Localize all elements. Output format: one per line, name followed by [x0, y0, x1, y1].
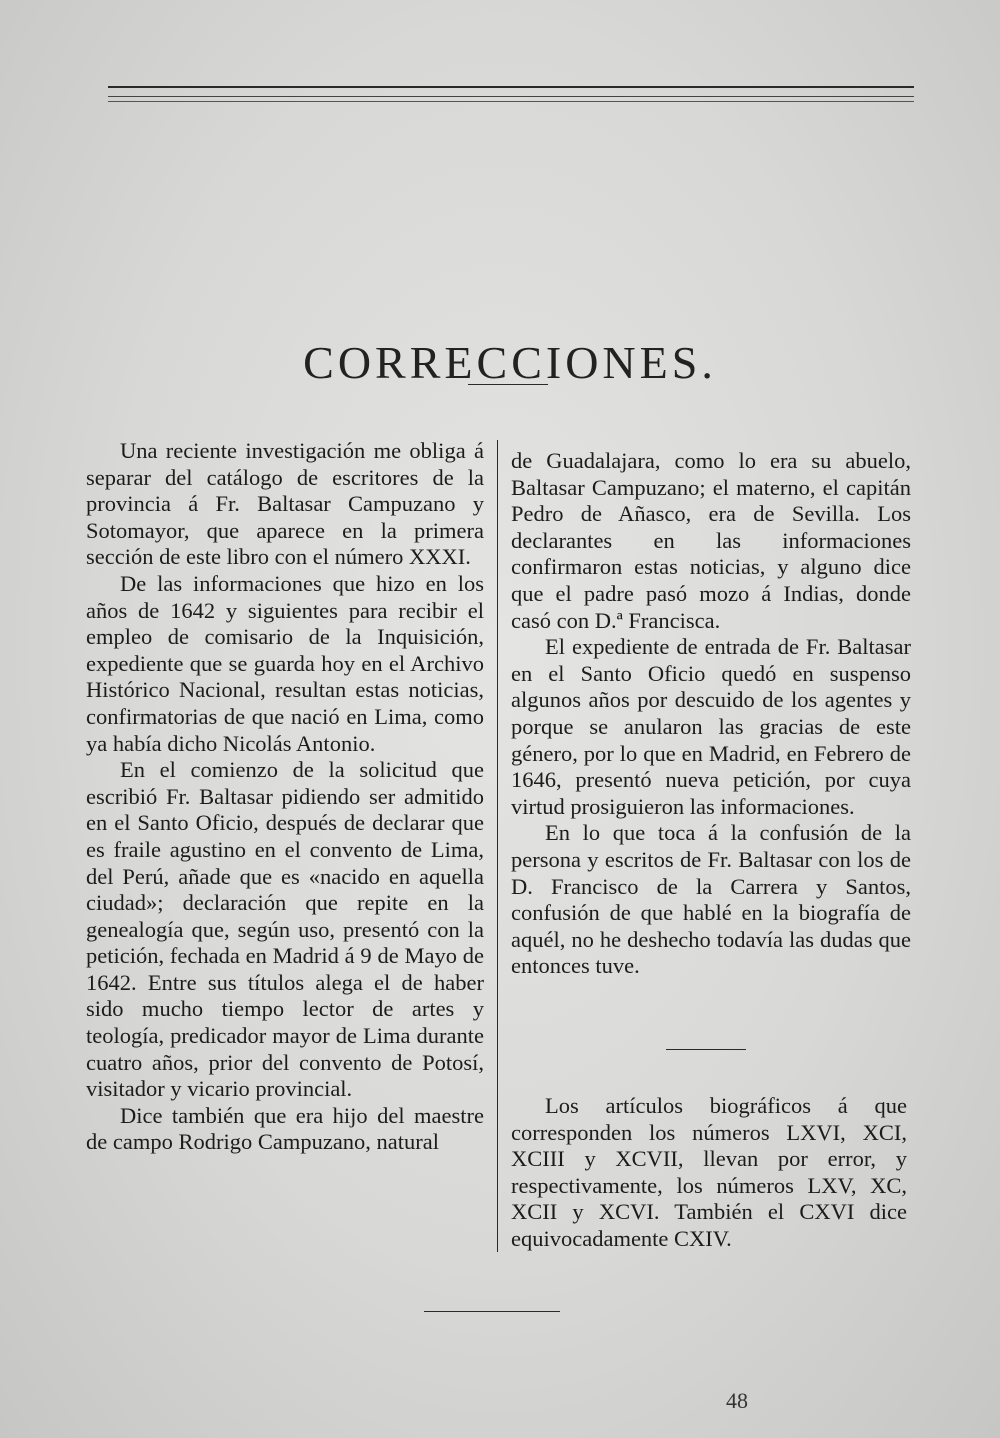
paragraph: Dice también que era hijo del maestre de campo Rodrigo Campuzano, natural — [86, 1102, 484, 1155]
column-divider — [497, 440, 498, 1252]
section-rule — [666, 1049, 746, 1050]
title-rule — [468, 384, 548, 385]
paragraph: En lo que toca á la confusión de la persona y escritos de Fr. Baltasar con los de D. Francisco de la Carrera y Santos, confusión de que hablé en la biografía de aquél, no he deshecho todavía las dudas que entonces tuve. — [511, 820, 911, 979]
left-column — [86, 438, 484, 1156]
header-rule — [108, 101, 914, 102]
footer-rule — [424, 1311, 560, 1312]
paragraph: De las informaciones que hizo en los años de 1642 y siguientes para recibir el empleo de comisario de la Inquisición, expediente que se guarda hoy en el Archivo Histórico Nacional, resultan estas noticias, confirmatorias de que nació en Lima, como ya había dicho Nicolás Antonio. — [86, 570, 484, 756]
page-number: 48 — [726, 1388, 748, 1413]
right-column — [511, 448, 911, 980]
paragraph: El expediente de entrada de Fr. Baltasar en el Santo Oficio quedó en suspenso algunos años por descuido de los agentes y porque se anularon las gracias de este género, por lo que en Madrid, en Febrero de 1646, presentó nueva petición, por cuya virtud prosiguieron las informaciones. — [511, 634, 911, 819]
page-title: CORRECCIONES. — [303, 336, 717, 388]
paragraph: de Guadalajara, como lo era su abuelo, Baltasar Campuzano; el materno, el capitán Pedro de Añasco, era de Sevilla. Los declarantes en las informaciones confirmaron estas noticias, y alguno dice que el padre pasó mozo á Indias, donde casó con D.ª Francisca. — [511, 448, 911, 633]
header-rule — [108, 86, 914, 88]
header-rule — [108, 96, 914, 97]
paragraph: Una reciente investigación me obliga á separar del catálogo de escritores de la provincia á Fr. Baltasar Campuzano y Sotomayor, que aparece en la primera sección de este libro con el número XXXI. — [86, 438, 484, 570]
note-block — [511, 1093, 907, 1253]
paragraph: En el comienzo de la solicitud que escribió Fr. Baltasar pidiendo ser admitido en el Santo Oficio, después de declarar que es fraile agustino en el convento de Lima, del Perú, añade que es «nacido en aquella ciudad»; declaración que repite en la genealogía que, según uso, presentó con la petición, fechada en Madrid á 9 de Mayo de 1642. Entre sus títulos alega el de haber sido mucho tiempo lector de artes y teología, predicador mayor de Lima durante cuatro años, prior del convento de Potosí, visitador y vicario provincial. — [86, 757, 484, 1102]
note-paragraph: Los artículos biográficos á que corresponden los números LXVI, XCI, XCIII y XCVII, llevan por error, y respectivamente, los números LXV, XC, XCII y XCVI. También el CXVI dice equivocadamente CXIV. — [511, 1093, 907, 1251]
